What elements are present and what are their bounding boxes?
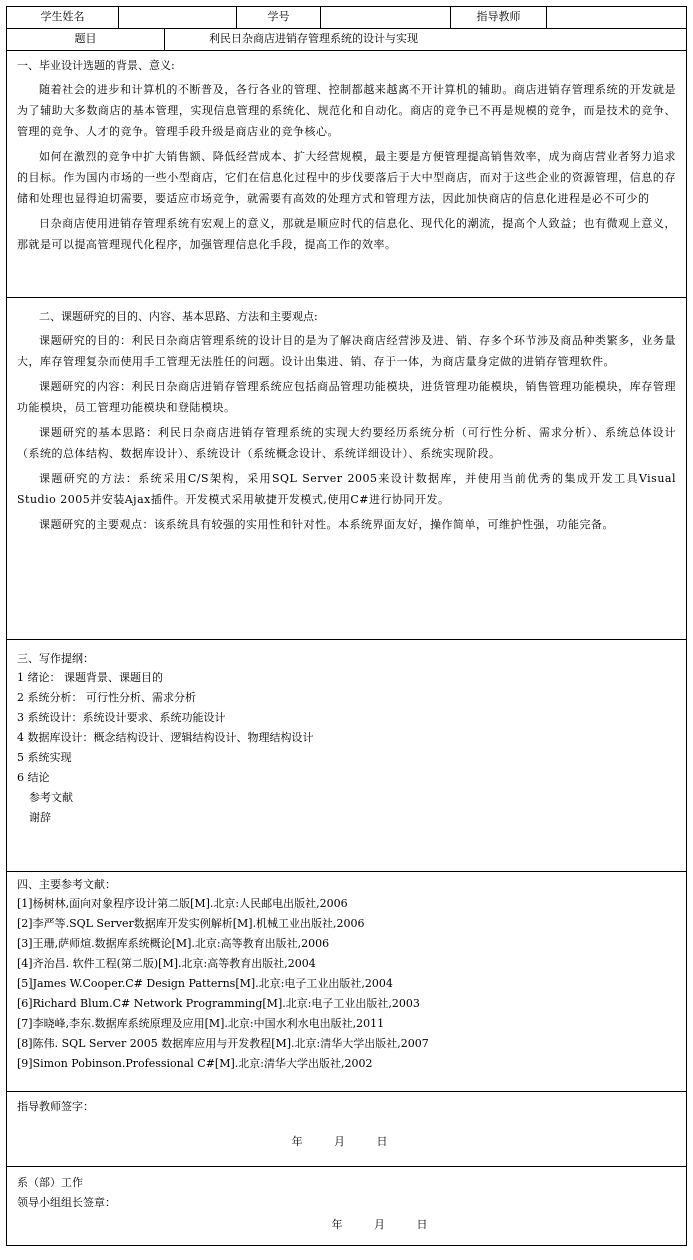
department-label: 系（部）工作 bbox=[17, 1176, 83, 1189]
reference-item: [1]杨树林,面向对象程序设计第二版[M].北京:人民邮电出版社,2006 bbox=[17, 897, 348, 910]
paragraph: 课题研究的方法：系统采用C/S架构，采用SQL Server 2005来设计数据库，并使用当前优秀的集成开发工具Visual Studio 2005并安装Ajax插件。开发模式采用敏捷开发模式,使用C#进行协同开发。 bbox=[17, 472, 676, 506]
paragraph: 如何在激烈的竞争中扩大销售额、降低经营成本、扩大经营规模，最主要是方便管理提高销售效率，成为商店营业者努力追求的目标。作为国内市场的一些小型商店，它们在信息化过程中的步伐要落后于大中型商店，而对于这些企业的资源管理，信息的存储和处理也显得迫切需要，要适应市场竞争，就需要有高效的处理方式和管理方法，因此加快商店的信息化进程是必不可少的 bbox=[17, 150, 676, 205]
student-name-label: 学生姓名 bbox=[7, 7, 119, 28]
section-advisor-signature bbox=[7, 1092, 686, 1167]
section-heading: 三、写作提纲： bbox=[17, 652, 94, 665]
reference-item: [8]陈伟. SQL Server 2005 数据库应用与开发教程[M].北京:清华大学出版社,2007 bbox=[17, 1037, 429, 1050]
topic-row bbox=[7, 29, 686, 51]
outline-item: 2 系统分析： 可行性分析、需求分析 bbox=[17, 691, 196, 704]
signature-date: 年 月 日 bbox=[331, 1218, 442, 1231]
section-heading: 指导教师签字： bbox=[17, 1100, 94, 1113]
student-name-value bbox=[119, 7, 237, 28]
section-heading: 四、主要参考文献： bbox=[17, 878, 116, 891]
leader-signature-label: 领导小组组长签章： bbox=[17, 1196, 116, 1209]
paragraph: 随着社会的进步和计算机的不断普及，各行各业的管理、控制都越来越离不开计算机的辅助。商店进销存管理系统的开发就是为了辅助大多数商店的基本管理，实现信息管理的系统化、规范化和自动化。商店的竞争已不再是规模的竞争，而是技术的竞争、管理的竞争、人才的竞争。管理手段升级是商店业的竞争核心。 bbox=[17, 83, 676, 138]
section-outline bbox=[7, 640, 686, 872]
reference-item: [2]李严等.SQL Server数据库开发实例解析[M].机械工业出版社,2006 bbox=[17, 917, 365, 930]
advisor-label: 指导教师 bbox=[451, 7, 547, 28]
outline-item: 谢辞 bbox=[29, 811, 51, 824]
advisor-value bbox=[547, 7, 686, 28]
section-heading: 二、课题研究的目的、内容、基本思路、方法和主要观点: bbox=[39, 310, 318, 323]
outline-item: 参考文献 bbox=[29, 791, 73, 804]
paragraph: 课题研究的主要观点：该系统具有较强的实用性和针对性。本系统界面友好，操作简单，可维护性强，功能完备。 bbox=[39, 518, 614, 531]
reference-item: [6]Richard Blum.C# Network Programming[M].北京:电子工业出版社,2003 bbox=[17, 997, 420, 1010]
reference-item: [4]齐治昌. 软件工程(第二版)[M].北京:高等教育出版社,2004 bbox=[17, 957, 316, 970]
reference-item: [3]王珊,萨师煊.数据库系统概论[M].北京:高等教育出版社,2006 bbox=[17, 937, 330, 950]
section-heading: 一、毕业设计选题的背景、意义: bbox=[17, 59, 175, 72]
reference-item: [7]李晓峰,李东.数据库系统原理及应用[M].北京:中国水利水电出版社,2011 bbox=[17, 1017, 385, 1030]
section-research bbox=[7, 298, 686, 640]
outline-item: 1 绪论： 课题背景、课题目的 bbox=[17, 671, 163, 684]
topic-label: 题目 bbox=[7, 29, 165, 50]
student-id-value bbox=[321, 7, 451, 28]
form-table bbox=[6, 6, 687, 1246]
outline-item: 3 系统设计：系统设计要求、系统功能设计 bbox=[17, 711, 226, 724]
outline-item: 6 结论 bbox=[17, 771, 50, 784]
paragraph: 日杂商店使用进销存管理系统有宏观上的意义，那就是顺应时代的信息化、现代化的潮流，提高个人致益；也有微观上意义，那就是可以提高管理现代化程序，加强管理信息化手段，提高工作的效率。 bbox=[17, 217, 676, 251]
student-id-label: 学号 bbox=[237, 7, 321, 28]
reference-item: [9]Simon Pobinson.Professional C#[M].北京:清华大学出版社,2002 bbox=[17, 1057, 373, 1070]
section-background bbox=[7, 51, 686, 298]
outline-item: 4 数据库设计：概念结构设计、逻辑结构设计、物理结构设计 bbox=[17, 731, 314, 744]
paragraph: 课题研究的基本思路：利民日杂商店进销存管理系统的实现大约要经历系统分析（可行性分析、需求分析）、系统总体设计（系统的总体结构、数据库设计）、系统设计（系统概念设计、系统详细设计）、系统实现阶段。 bbox=[17, 426, 676, 460]
header-row bbox=[7, 7, 686, 29]
outline-item: 5 系统实现 bbox=[17, 751, 72, 764]
paragraph: 课题研究的内容：利民日杂商店进销存管理系统应包括商品管理功能模块，进货管理功能模块，销售管理功能模块，库存管理功能模块，员工管理功能模块和登陆模块。 bbox=[17, 380, 676, 414]
section-references bbox=[7, 872, 686, 1092]
reference-item: [5]James W.Cooper.C# Design Patterns[M].北京:电子工业出版社,2004 bbox=[17, 977, 393, 990]
signature-date: 年 月 日 bbox=[291, 1135, 402, 1148]
topic-value: 利民日杂商店进销存管理系统的设计与实现 bbox=[209, 32, 418, 45]
paragraph: 课题研究的目的：利民日杂商店管理系统的设计目的是为了解决商店经营涉及进、销、存多个环节涉及商品种类繁多，业务量大，库存管理复杂而使用手工管理无法胜任的问题。设计出集进、销、存于一体，为商店量身定做的进销存管理软件。 bbox=[17, 334, 676, 368]
section-department-signature bbox=[7, 1167, 686, 1245]
